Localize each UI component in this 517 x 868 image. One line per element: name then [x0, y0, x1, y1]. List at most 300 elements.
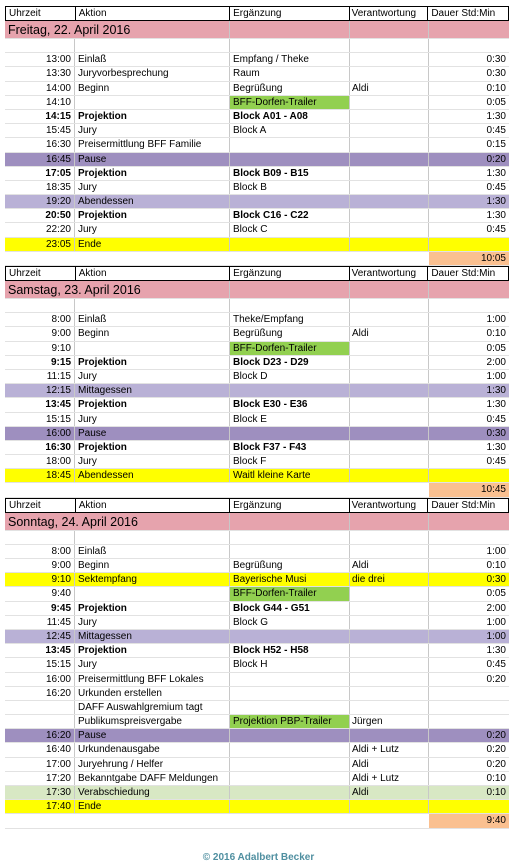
- responsibility-cell: [350, 673, 429, 686]
- duration-cell: 1:30: [486, 196, 506, 208]
- action-cell: Ende: [75, 800, 230, 813]
- duration-cell: 0:45: [486, 181, 506, 193]
- responsibility-cell: [350, 313, 429, 326]
- schedule-row: [5, 441, 509, 455]
- day-cell: [429, 513, 509, 530]
- day-title-row: [5, 281, 509, 299]
- responsibility-cell: [350, 67, 429, 80]
- header-time: Uhrzeit: [6, 499, 76, 512]
- time-cell: 23:05: [5, 238, 75, 251]
- schedule-row: [5, 398, 509, 412]
- duration-cell: 1:00: [486, 616, 506, 628]
- duration-cell: [429, 715, 509, 728]
- responsibility-cell: [350, 616, 429, 629]
- time-cell: 13:00: [5, 53, 75, 66]
- day-total-duration: 9:40: [429, 814, 509, 827]
- responsibility-cell: [350, 413, 429, 426]
- duration-cell: 0:10: [486, 772, 506, 784]
- day-cell: [230, 21, 350, 38]
- total-spacer: [350, 252, 429, 265]
- duration-cell: [429, 531, 509, 544]
- extra-cell: Block G44 - G51: [230, 602, 350, 615]
- duration-cell: 0:45: [486, 456, 506, 468]
- action-cell: [75, 299, 230, 312]
- action-cell: [75, 96, 230, 109]
- time-cell: 9:40: [5, 587, 75, 600]
- schedule-row: [5, 673, 509, 687]
- responsibility-cell: Aldi: [350, 559, 429, 572]
- extra-cell: [230, 238, 350, 251]
- action-cell: Beginn: [75, 559, 230, 572]
- responsibility-cell: [350, 209, 429, 222]
- action-cell: Juryvorbesprechung: [75, 67, 230, 80]
- duration-cell: [429, 299, 509, 312]
- responsibility-cell: die drei: [350, 573, 429, 586]
- header-duration: Dauer Std:Min: [431, 8, 496, 19]
- schedule-row: [5, 167, 509, 181]
- duration-cell: 0:20: [486, 758, 506, 770]
- schedule-row: [5, 327, 509, 341]
- schedule-row: [5, 96, 509, 110]
- responsibility-cell: Aldi + Lutz: [350, 743, 429, 756]
- responsibility-cell: [350, 644, 429, 657]
- time-cell: 15:45: [5, 124, 75, 137]
- responsibility-cell: [350, 469, 429, 482]
- total-spacer: [5, 814, 75, 827]
- action-cell: Beginn: [75, 327, 230, 340]
- action-cell: Projektion: [75, 398, 230, 411]
- extra-cell: [230, 545, 350, 558]
- schedule-row: [5, 587, 509, 601]
- extra-cell: Block F: [230, 455, 350, 468]
- action-cell: Pause: [75, 153, 230, 166]
- schedule-row: [5, 573, 509, 587]
- time-cell: 17:05: [5, 167, 75, 180]
- time-cell: [5, 39, 75, 52]
- extra-cell: [230, 729, 350, 742]
- action-cell: Mittagessen: [75, 384, 230, 397]
- action-cell: Jury: [75, 181, 230, 194]
- extra-cell: Begrüßung: [230, 559, 350, 572]
- action-cell: [75, 39, 230, 52]
- day-cell: [350, 513, 429, 530]
- time-cell: 11:45: [5, 616, 75, 629]
- action-cell: Einlaß: [75, 53, 230, 66]
- schedule-row: [5, 531, 509, 545]
- action-cell: Projektion: [75, 167, 230, 180]
- duration-cell: [429, 800, 509, 813]
- responsibility-cell: [350, 195, 429, 208]
- duration-cell: 0:05: [486, 96, 506, 108]
- total-row: [5, 814, 509, 828]
- time-cell: 20:50: [5, 209, 75, 222]
- action-cell: Mittagessen: [75, 630, 230, 643]
- action-cell: Bekanntgabe DAFF Meldungen: [75, 772, 230, 785]
- total-spacer: [350, 483, 429, 496]
- schedule-row: [5, 342, 509, 356]
- time-cell: 9:00: [5, 559, 75, 572]
- time-cell: 16:20: [5, 729, 75, 742]
- schedule-row: [5, 53, 509, 67]
- schedule-row: [5, 616, 509, 630]
- extra-cell: Empfang / Theke: [230, 53, 350, 66]
- day-total-duration: 10:05: [429, 252, 509, 265]
- header-action: Aktion: [76, 7, 230, 20]
- time-cell: 14:00: [5, 82, 75, 95]
- action-cell: [75, 587, 230, 600]
- extra-cell: [230, 673, 350, 686]
- responsibility-cell: [350, 701, 429, 714]
- schedule-row: [5, 238, 509, 252]
- responsibility-cell: [350, 110, 429, 123]
- schedule-row: [5, 455, 509, 469]
- header-time: Uhrzeit: [6, 267, 76, 280]
- duration-cell: 0:45: [486, 125, 506, 137]
- responsibility-cell: [350, 384, 429, 397]
- schedule-row: [5, 223, 509, 237]
- extra-cell: Begrüßung: [230, 327, 350, 340]
- action-cell: Pause: [75, 427, 230, 440]
- action-cell: Jury: [75, 455, 230, 468]
- extra-cell: [230, 687, 350, 700]
- header-responsibility: Verantwortung: [350, 499, 429, 512]
- duration-cell: 2:00: [486, 602, 506, 614]
- time-cell: 16:30: [5, 441, 75, 454]
- responsibility-cell: [350, 545, 429, 558]
- extra-cell: [230, 701, 350, 714]
- time-cell: 17:00: [5, 758, 75, 771]
- column-header-row: [5, 266, 509, 281]
- schedule-row: [5, 800, 509, 814]
- action-cell: Jury: [75, 616, 230, 629]
- schedule-row: [5, 356, 509, 370]
- time-cell: 16:40: [5, 743, 75, 756]
- time-cell: 17:40: [5, 800, 75, 813]
- day-title: Sonntag, 24. April 2016: [5, 513, 230, 530]
- schedule-row: [5, 715, 509, 729]
- duration-cell: 1:00: [486, 370, 506, 382]
- schedule-row: [5, 384, 509, 398]
- time-cell: 8:00: [5, 313, 75, 326]
- action-cell: Jury: [75, 413, 230, 426]
- action-cell: Preisermittlung BFF Lokales: [75, 673, 230, 686]
- extra-cell: [230, 195, 350, 208]
- responsibility-cell: [350, 39, 429, 52]
- responsibility-cell: [350, 53, 429, 66]
- extra-cell: [230, 786, 350, 799]
- total-spacer: [230, 252, 350, 265]
- responsibility-cell: [350, 356, 429, 369]
- action-cell: [75, 342, 230, 355]
- action-cell: Einlaß: [75, 545, 230, 558]
- day-cell: [230, 513, 350, 530]
- action-cell: Jury: [75, 658, 230, 671]
- extra-cell: BFF-Dorfen-Trailer: [230, 587, 350, 600]
- responsibility-cell: [350, 800, 429, 813]
- duration-cell: 0:20: [486, 744, 506, 756]
- schedule-row: [5, 67, 509, 81]
- action-cell: Publikumspreisvergabe: [75, 715, 230, 728]
- time-cell: 17:20: [5, 772, 75, 785]
- responsibility-cell: [350, 124, 429, 137]
- time-cell: [5, 531, 75, 544]
- day-title: Samstag, 23. April 2016: [5, 281, 230, 298]
- action-cell: Jury: [75, 223, 230, 236]
- time-cell: [5, 715, 75, 728]
- day-title: Freitag, 22. April 2016: [5, 21, 230, 38]
- time-cell: [5, 299, 75, 312]
- schedule-row: [5, 181, 509, 195]
- extra-cell: BFF-Dorfen-Trailer: [230, 342, 350, 355]
- duration-cell: 1:30: [486, 441, 506, 453]
- schedule-row: [5, 153, 509, 167]
- duration-cell: 1:30: [486, 385, 506, 397]
- responsibility-cell: [350, 167, 429, 180]
- schedule-row: [5, 82, 509, 96]
- duration-cell: 0:30: [486, 427, 506, 439]
- duration-cell: 1:00: [486, 545, 506, 557]
- action-cell: Juryehrung / Helfer: [75, 758, 230, 771]
- responsibility-cell: Aldi: [350, 786, 429, 799]
- time-cell: 13:45: [5, 644, 75, 657]
- responsibility-cell: [350, 342, 429, 355]
- responsibility-cell: [350, 455, 429, 468]
- schedule-row: [5, 110, 509, 124]
- time-cell: 16:30: [5, 138, 75, 151]
- responsibility-cell: [350, 238, 429, 251]
- time-cell: 16:00: [5, 427, 75, 440]
- time-cell: 16:00: [5, 673, 75, 686]
- total-spacer: [5, 252, 75, 265]
- responsibility-cell: [350, 299, 429, 312]
- extra-cell: Begrüßung: [230, 82, 350, 95]
- duration-cell: 0:30: [486, 574, 506, 586]
- time-cell: 16:45: [5, 153, 75, 166]
- schedule-row: [5, 559, 509, 573]
- time-cell: 15:15: [5, 413, 75, 426]
- total-spacer: [75, 252, 230, 265]
- responsibility-cell: [350, 441, 429, 454]
- duration-cell: 1:00: [486, 630, 506, 642]
- responsibility-cell: Aldi: [350, 758, 429, 771]
- responsibility-cell: Aldi: [350, 327, 429, 340]
- time-cell: 17:30: [5, 786, 75, 799]
- action-cell: Abendessen: [75, 469, 230, 482]
- day-title-row: [5, 21, 509, 39]
- extra-cell: Block A01 - A08: [230, 110, 350, 123]
- action-cell: Projektion: [75, 356, 230, 369]
- header-action: Aktion: [76, 499, 230, 512]
- responsibility-cell: Jürgen: [350, 715, 429, 728]
- responsibility-cell: [350, 398, 429, 411]
- responsibility-cell: [350, 138, 429, 151]
- time-cell: 14:15: [5, 110, 75, 123]
- schedule-row: [5, 687, 509, 701]
- duration-cell: 0:05: [486, 588, 506, 600]
- time-cell: 18:35: [5, 181, 75, 194]
- extra-cell: [230, 743, 350, 756]
- time-cell: 9:10: [5, 342, 75, 355]
- schedule-row: [5, 209, 509, 223]
- responsibility-cell: [350, 658, 429, 671]
- duration-cell: 0:30: [486, 68, 506, 80]
- schedule-row: [5, 195, 509, 209]
- extra-cell: Block A: [230, 124, 350, 137]
- extra-cell: Block H: [230, 658, 350, 671]
- header-responsibility: Verantwortung: [350, 7, 429, 20]
- action-cell: Projektion: [75, 644, 230, 657]
- action-cell: Urkundenausgabe: [75, 743, 230, 756]
- time-cell: 16:20: [5, 687, 75, 700]
- schedule-row: [5, 701, 509, 715]
- extra-cell: [230, 39, 350, 52]
- header-extra: Ergänzung: [230, 7, 350, 20]
- extra-cell: BFF-Dorfen-Trailer: [230, 96, 350, 109]
- time-cell: 18:45: [5, 469, 75, 482]
- time-cell: 18:00: [5, 455, 75, 468]
- extra-cell: [230, 138, 350, 151]
- action-cell: DAFF Auswahlgremium tagt: [75, 701, 230, 714]
- duration-cell: 0:30: [486, 54, 506, 66]
- responsibility-cell: Aldi + Lutz: [350, 772, 429, 785]
- time-cell: 11:15: [5, 370, 75, 383]
- schedule-row: [5, 729, 509, 743]
- time-cell: 12:45: [5, 630, 75, 643]
- day-block: [5, 498, 509, 829]
- extra-cell: Raum: [230, 67, 350, 80]
- duration-cell: 0:10: [486, 787, 506, 798]
- schedule-row: [5, 743, 509, 757]
- duration-cell: [429, 39, 509, 52]
- total-row: [5, 483, 509, 497]
- extra-cell: Projektion PBP-Trailer: [230, 715, 350, 728]
- extra-cell: [230, 772, 350, 785]
- time-cell: 22:20: [5, 223, 75, 236]
- duration-cell: 0:45: [486, 659, 506, 671]
- extra-cell: Block E: [230, 413, 350, 426]
- extra-cell: Bayerische Musi: [230, 573, 350, 586]
- duration-cell: [429, 701, 509, 714]
- schedule-row: [5, 545, 509, 559]
- extra-cell: [230, 800, 350, 813]
- extra-cell: [230, 427, 350, 440]
- schedule-row: [5, 427, 509, 441]
- header-time: Uhrzeit: [6, 7, 76, 20]
- action-cell: Projektion: [75, 602, 230, 615]
- time-cell: [5, 701, 75, 714]
- day-cell: [429, 281, 509, 298]
- time-cell: 9:15: [5, 356, 75, 369]
- extra-cell: Block D23 - D29: [230, 356, 350, 369]
- extra-cell: [230, 630, 350, 643]
- schedule-row: [5, 469, 509, 483]
- duration-cell: 0:10: [486, 328, 506, 340]
- time-cell: 13:45: [5, 398, 75, 411]
- schedule-row: [5, 370, 509, 384]
- day-cell: [230, 281, 350, 298]
- time-cell: 15:15: [5, 658, 75, 671]
- duration-cell: 0:20: [486, 730, 506, 742]
- schedule-row: [5, 39, 509, 53]
- total-spacer: [5, 483, 75, 496]
- action-cell: Projektion: [75, 110, 230, 123]
- action-cell: Projektion: [75, 209, 230, 222]
- action-cell: Projektion: [75, 441, 230, 454]
- action-cell: Sektempfang: [75, 573, 230, 586]
- extra-cell: Theke/Empfang: [230, 313, 350, 326]
- extra-cell: [230, 299, 350, 312]
- extra-cell: Block F37 - F43: [230, 441, 350, 454]
- extra-cell: Waitl kleine Karte: [230, 469, 350, 482]
- action-cell: Verabschiedung: [75, 786, 230, 799]
- duration-cell: 0:45: [486, 224, 506, 236]
- responsibility-cell: [350, 427, 429, 440]
- schedule-row: [5, 299, 509, 313]
- extra-cell: [230, 153, 350, 166]
- responsibility-cell: [350, 687, 429, 700]
- duration-cell: 1:30: [486, 399, 506, 411]
- responsibility-cell: [350, 729, 429, 742]
- schedule-row: [5, 658, 509, 672]
- schedule-row: [5, 124, 509, 138]
- copyright-footer: © 2016 Adalbert Becker: [202, 852, 315, 863]
- action-cell: Beginn: [75, 82, 230, 95]
- day-total-duration: 10:45: [429, 483, 509, 496]
- duration-cell: 0:05: [486, 342, 506, 354]
- day-cell: [350, 281, 429, 298]
- total-spacer: [350, 814, 429, 827]
- action-cell: Preisermittlung BFF Familie: [75, 138, 230, 151]
- header-duration: Dauer Std:Min: [431, 499, 496, 511]
- duration-cell: 0:20: [486, 673, 506, 685]
- duration-cell: [429, 238, 509, 251]
- column-header-row: [5, 498, 509, 513]
- extra-cell: Block G: [230, 616, 350, 629]
- duration-cell: 2:00: [486, 356, 506, 368]
- extra-cell: Block H52 - H58: [230, 644, 350, 657]
- schedule-row: [5, 313, 509, 327]
- responsibility-cell: [350, 153, 429, 166]
- header-extra: Ergänzung: [230, 499, 350, 512]
- total-spacer: [230, 483, 350, 496]
- action-cell: Pause: [75, 729, 230, 742]
- extra-cell: Block B: [230, 181, 350, 194]
- schedule-row: [5, 786, 509, 800]
- duration-cell: 0:15: [486, 139, 506, 151]
- duration-cell: 0:10: [486, 82, 506, 94]
- duration-cell: 0:45: [486, 413, 506, 425]
- action-cell: Abendessen: [75, 195, 230, 208]
- extra-cell: [230, 758, 350, 771]
- action-cell: Einlaß: [75, 313, 230, 326]
- schedule-row: [5, 644, 509, 658]
- schedule-sheet: [5, 6, 509, 829]
- duration-cell: [429, 469, 509, 482]
- header-extra: Ergänzung: [230, 267, 350, 280]
- column-header-row: [5, 6, 509, 21]
- header-responsibility: Verantwortung: [350, 267, 429, 280]
- duration-cell: 1:30: [486, 110, 506, 122]
- schedule-row: [5, 772, 509, 786]
- duration-cell: 1:30: [486, 645, 506, 657]
- extra-cell: Block D: [230, 370, 350, 383]
- duration-cell: 1:00: [486, 314, 506, 326]
- responsibility-cell: [350, 630, 429, 643]
- total-row: [5, 252, 509, 266]
- total-spacer: [75, 814, 230, 827]
- day-block: [5, 6, 509, 266]
- responsibility-cell: [350, 96, 429, 109]
